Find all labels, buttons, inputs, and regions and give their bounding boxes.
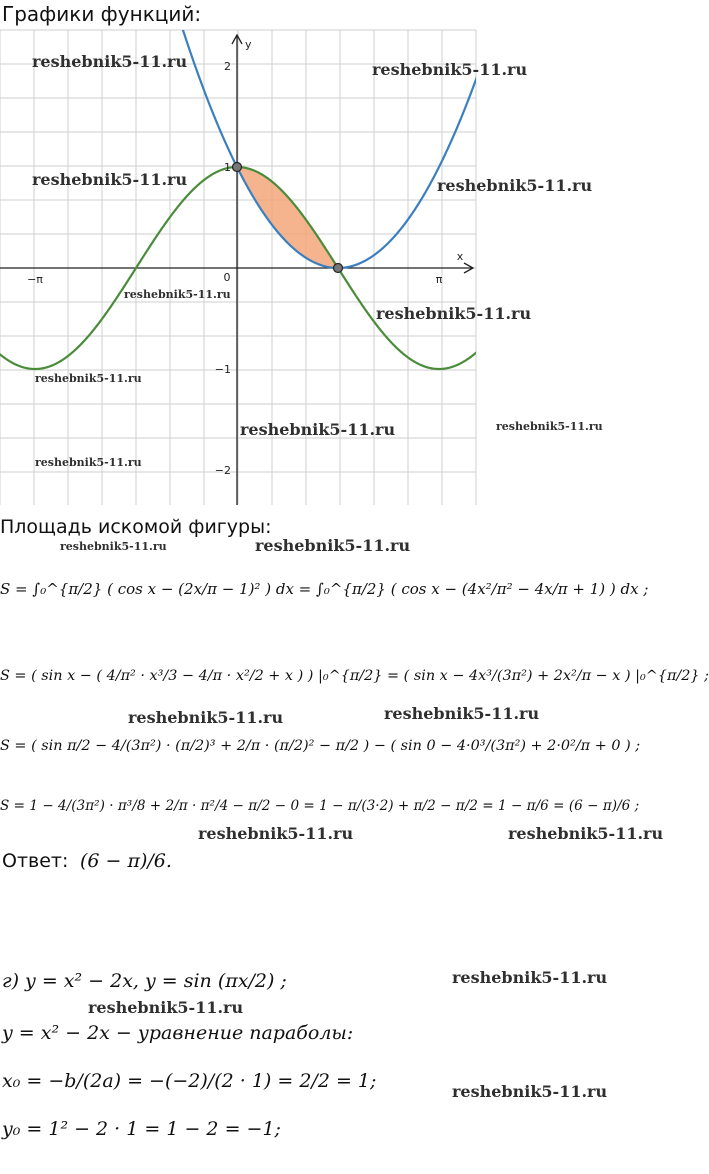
y-tick-label: 2: [224, 60, 231, 73]
formula-result: S = 1 − 4/(3π²) · π³/8 + 2/π · π²/4 − π/2 − 0 = 1 − π/(3·2) + π/2 − π/2 = 1 − π/6 = (6 − π)/6 ;: [0, 798, 640, 814]
intersection-point: [334, 264, 343, 273]
watermark: reshebnik5-11.ru: [508, 824, 664, 843]
y-tick-label: −2: [214, 464, 231, 477]
watermark: reshebnik5-11.ru: [35, 372, 142, 385]
answer-label: Ответ:: [2, 850, 69, 872]
watermark: reshebnik5-11.ru: [32, 170, 188, 189]
answer-value: (6 − π)/6.: [80, 850, 172, 872]
watermark: reshebnik5-11.ru: [496, 420, 603, 433]
x-axis-label: x: [456, 250, 464, 263]
graphs-heading: Графики функций:: [2, 2, 202, 26]
watermark: reshebnik5-11.ru: [255, 536, 411, 555]
axes: [0, 35, 473, 505]
vertex-y-line: y₀ = 1² − 2 · 1 = 1 − 2 = −1;: [2, 1118, 281, 1140]
watermark: reshebnik5-11.ru: [376, 304, 532, 323]
formula-substitution: S = ( sin π/2 − 4/(3π²) · (π/2)³ + 2/π · (π/2)² − π/2 ) − ( sin 0 − 4·0³/(3π²) + 2·0²/π + 0 ) ;: [0, 738, 641, 754]
parabola-line: y = x² − 2x − уравнение параболы:: [2, 1022, 354, 1044]
part-g-statement: г) y = x² − 2x, y = sin (πx/2) ;: [2, 970, 287, 992]
tick-labels: [27, 38, 464, 477]
watermark: reshebnik5-11.ru: [240, 420, 396, 439]
watermark: reshebnik5-11.ru: [88, 998, 244, 1017]
watermark: reshebnik5-11.ru: [384, 704, 540, 723]
x-tick-label: −π: [27, 273, 43, 286]
parabola-curve: [178, 16, 497, 268]
shaded-area: [237, 167, 338, 268]
y-tick-label: −1: [214, 363, 231, 376]
watermark: reshebnik5-11.ru: [452, 1082, 608, 1101]
watermark: reshebnik5-11.ru: [437, 176, 593, 195]
y-tick-label: 1: [224, 161, 231, 174]
formula-antiderivative: S = ( sin x − ( 4/π² · x³/3 − 4/π · x²/2 + x ) ) |₀^{π/2} = ( sin x − 4x³/(3π²) + 2x²/π − x ) |₀^{π/2} ;: [0, 668, 709, 684]
formula-integral: S = ∫₀^{π/2} ( cos x − (2x/π − 1)² ) dx = ∫₀^{π/2} ( cos x − (4x²/π² − 4x/π + 1) ) dx ;: [0, 580, 649, 598]
watermark: reshebnik5-11.ru: [60, 540, 167, 553]
watermark: reshebnik5-11.ru: [128, 708, 284, 727]
watermark: reshebnik5-11.ru: [198, 824, 354, 843]
x-tick-label: π: [435, 273, 443, 286]
watermark: reshebnik5-11.ru: [372, 60, 528, 79]
watermark: reshebnik5-11.ru: [32, 52, 188, 71]
intersection-point: [233, 163, 242, 172]
area-heading: Площадь искомой фигуры:: [0, 516, 272, 538]
y-axis-label: y: [245, 38, 252, 51]
watermark: reshebnik5-11.ru: [124, 288, 231, 301]
vertex-x-line: x₀ = −b/(2a) = −(−2)/(2 · 1) = 2/2 = 1;: [2, 1070, 377, 1092]
watermark: reshebnik5-11.ru: [452, 968, 608, 987]
watermark: reshebnik5-11.ru: [35, 456, 142, 469]
x-tick-label: 0: [223, 271, 231, 284]
